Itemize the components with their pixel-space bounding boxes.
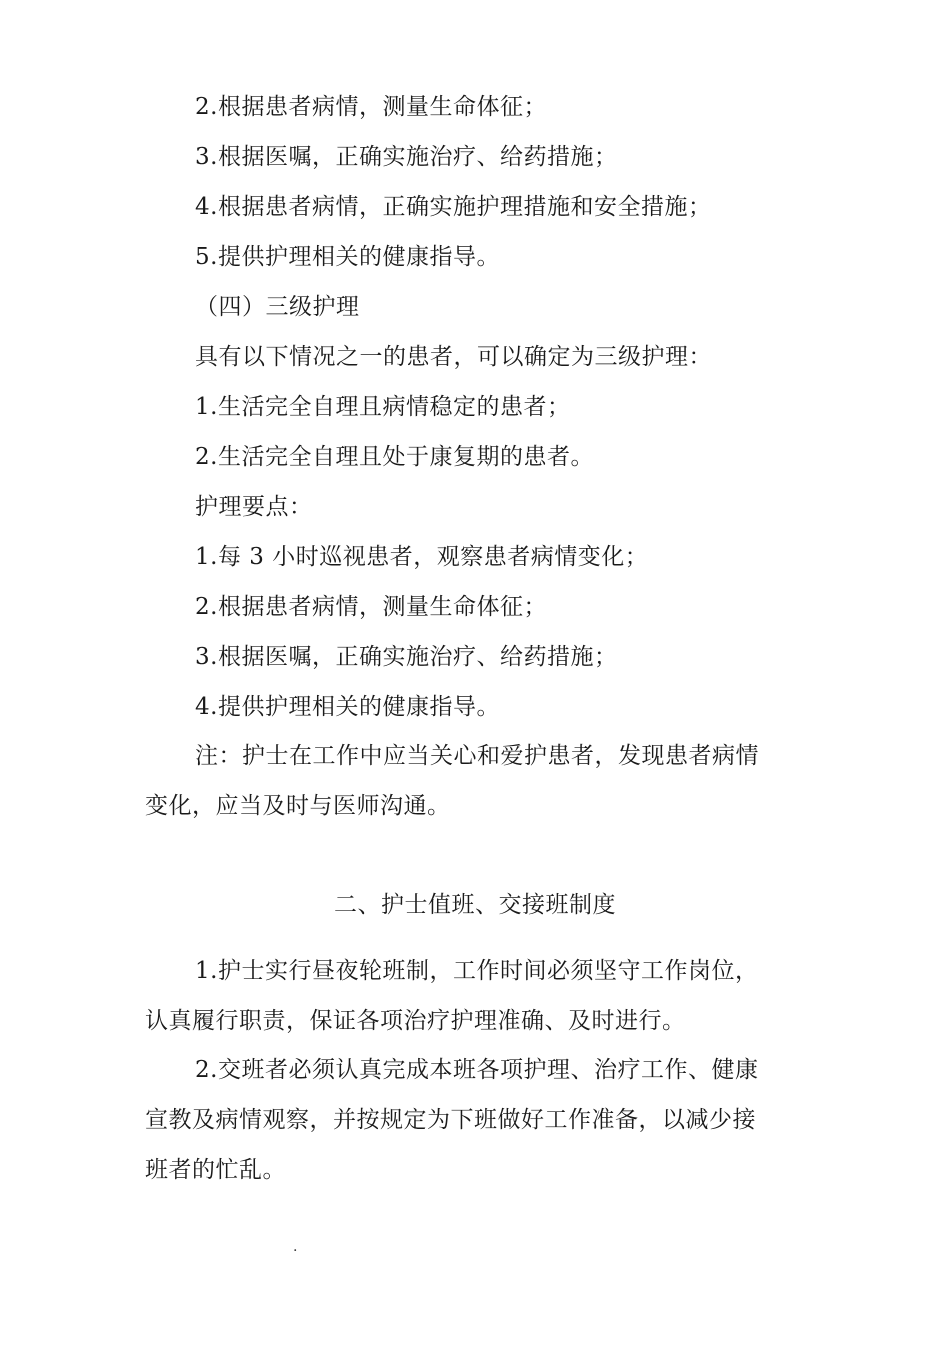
list-item: 4.根据患者病情，正确实施护理措施和安全措施；: [195, 194, 712, 220]
note-paragraph-continued: 变化，应当及时与医师沟通。: [145, 793, 451, 819]
list-item: 3.根据医嘱，正确实施治疗、给药措施；: [195, 644, 618, 670]
list-item: 3.根据医嘱，正确实施治疗、给药措施；: [195, 144, 618, 170]
list-item: 4.提供护理相关的健康指导。: [195, 694, 500, 720]
list-item: 2.根据患者病情，测量生命体征；: [195, 594, 547, 620]
subheading: 护理要点：: [195, 494, 313, 520]
paragraph-continued: 班者的忙乱。: [145, 1157, 286, 1183]
section-heading: （四）三级护理: [195, 294, 360, 320]
list-item: 2.根据患者病情，测量生命体征；: [195, 94, 547, 120]
list-item: 2.生活完全自理且处于康复期的患者。: [195, 444, 594, 470]
note-paragraph: 注：护士在工作中应当关心和爱护患者，发现患者病情: [195, 743, 759, 769]
paragraph-continued: 宣教及病情观察，并按规定为下班做好工作准备，以减少接: [145, 1107, 756, 1133]
page-footer-mark: .: [293, 1239, 298, 1255]
section-title: 二、护士值班、交接班制度: [334, 892, 616, 918]
paragraph: 1.护士实行昼夜轮班制，工作时间必须坚守工作岗位，: [195, 958, 759, 984]
paragraph: 2.交班者必须认真完成本班各项护理、治疗工作、健康: [195, 1057, 759, 1083]
list-item: 1.每 3 小时巡视患者，观察患者病情变化；: [195, 544, 649, 570]
paragraph: 具有以下情况之一的患者，可以确定为三级护理：: [195, 344, 712, 370]
list-item: 5.提供护理相关的健康指导。: [195, 244, 500, 270]
list-item: 1.生活完全自理且病情稳定的患者；: [195, 394, 571, 420]
paragraph-continued: 认真履行职责，保证各项治疗护理准确、及时进行。: [145, 1008, 686, 1034]
